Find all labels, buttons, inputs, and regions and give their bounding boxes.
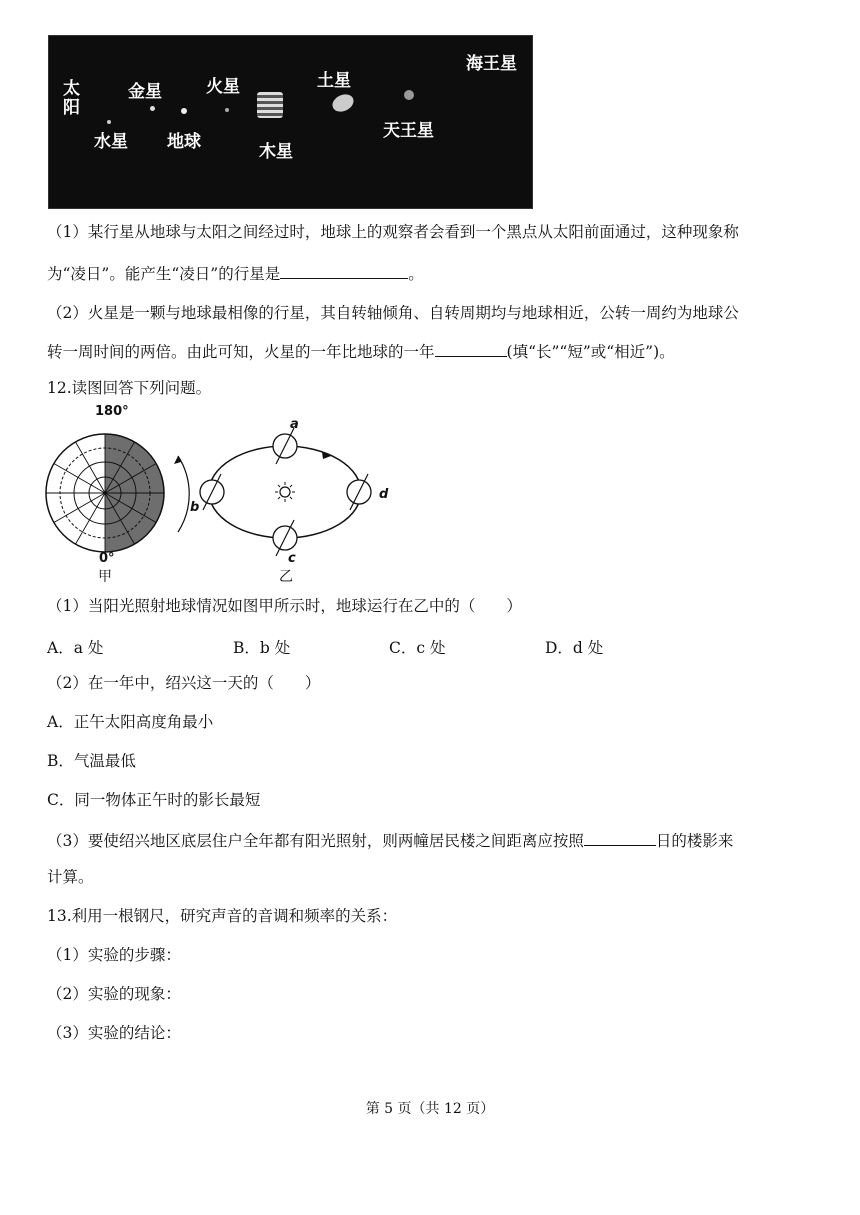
- orbit-label-c: c: [288, 551, 296, 566]
- q11-part2-answer-blank[interactable]: [435, 340, 507, 357]
- sun-label: 太 阳: [63, 79, 80, 118]
- figure-caption-jia: 甲: [98, 569, 112, 585]
- q13-item-phenomenon: （2）实验的现象：: [47, 985, 181, 1003]
- orbit-label-a: a: [290, 417, 299, 432]
- q12-part3-line2: 计算。: [47, 868, 94, 886]
- polar-view: [46, 434, 189, 552]
- figure-caption-yi: 乙: [279, 569, 293, 585]
- q11-part2-line2: [47, 340, 675, 362]
- q11-part1-line1: （1）某行星从地球与太阳之间经过时，地球上的观察者会看到一个黑点从太阳前面通过，这种现象称: [47, 223, 739, 241]
- q12-part2: （2）在一年中，绍兴这一天的（ ）: [47, 674, 321, 692]
- mercury-dot: [107, 120, 111, 124]
- q13-item-conclusion: （3）实验的结论：: [47, 1024, 181, 1042]
- earth-orbit-figure: [40, 404, 390, 584]
- jupiter-dot: [257, 92, 283, 118]
- solar-system-image: [48, 35, 533, 209]
- q11-part2-text: 转一周时间的两倍。由此可知，火星的一年比地球的一年: [47, 343, 435, 361]
- q11-part1-text-end: 。: [408, 265, 424, 283]
- q13-item-steps: （1）实验的步骤：: [47, 946, 181, 964]
- q11-part1-line2: [47, 262, 424, 284]
- uranus-dot: [404, 90, 414, 100]
- q12-part1-option-d[interactable]: D．d 处: [545, 639, 604, 657]
- orbit-view: [200, 428, 371, 556]
- q12-part1-option-a[interactable]: A．a 处: [47, 639, 104, 657]
- page-footer: 第 5 页（共 12 页）: [365, 1101, 495, 1117]
- neptune-label: 海王星: [466, 54, 517, 74]
- polar-top-label: 180°: [95, 404, 129, 419]
- q12-part3-line1: [47, 829, 733, 851]
- mars-dot: [225, 108, 229, 112]
- sun-icon: [275, 482, 295, 502]
- q12-part1-option-c[interactable]: C．c 处: [389, 639, 446, 657]
- saturn-dot: [330, 91, 357, 115]
- q12-part3-answer-blank[interactable]: [584, 829, 656, 846]
- venus-label: 金星: [128, 82, 162, 102]
- q12-title: 12.读图回答下列问题。: [47, 379, 212, 397]
- jupiter-label: 木星: [259, 142, 293, 162]
- q11-part1-answer-blank[interactable]: [280, 262, 408, 279]
- q12-part1-option-b[interactable]: B．b 处: [233, 639, 291, 657]
- q13-title: 13.利用一根钢尺，研究声音的音调和频率的关系：: [47, 907, 398, 925]
- mars-label: 火星: [206, 77, 240, 97]
- q12-part2-option-c[interactable]: C．同一物体正午时的影长最短: [47, 791, 261, 809]
- q11-part2-line1: （2）火星是一颗与地球最相像的行星，其自转轴倾角、自转周期均与地球相近，公转一周约为地球公: [47, 304, 739, 322]
- polar-bottom-label: 0°: [99, 551, 115, 566]
- earth-dot: [181, 108, 187, 114]
- earth-orbit-svg: [40, 404, 390, 584]
- q11-part1-text: 为“凌日”。能产生“凌日”的行星是: [47, 265, 281, 283]
- venus-dot: [150, 106, 155, 111]
- orbit-label-b: b: [190, 500, 200, 515]
- earth-label: 地球: [167, 132, 201, 152]
- orbit-label-d: d: [379, 487, 389, 502]
- mercury-label: 水星: [94, 132, 128, 152]
- q12-part3-text: （3）要使绍兴地区底层住户全年都有阳光照射，则两幢居民楼之间距离应按照: [47, 832, 584, 850]
- saturn-label: 土星: [317, 71, 351, 91]
- q12-part2-option-a[interactable]: A．正午太阳高度角最小: [47, 713, 214, 731]
- q11-part2-text-end: (填“长”“短”或“相近”)。: [506, 343, 675, 361]
- q12-part2-option-b[interactable]: B．气温最低: [47, 752, 136, 770]
- q12-part1: （1）当阳光照射地球情况如图甲所示时，地球运行在乙中的（ ）: [47, 597, 522, 615]
- uranus-label: 天王星: [383, 121, 434, 141]
- q12-part3-text-end: 日的楼影来: [655, 832, 734, 850]
